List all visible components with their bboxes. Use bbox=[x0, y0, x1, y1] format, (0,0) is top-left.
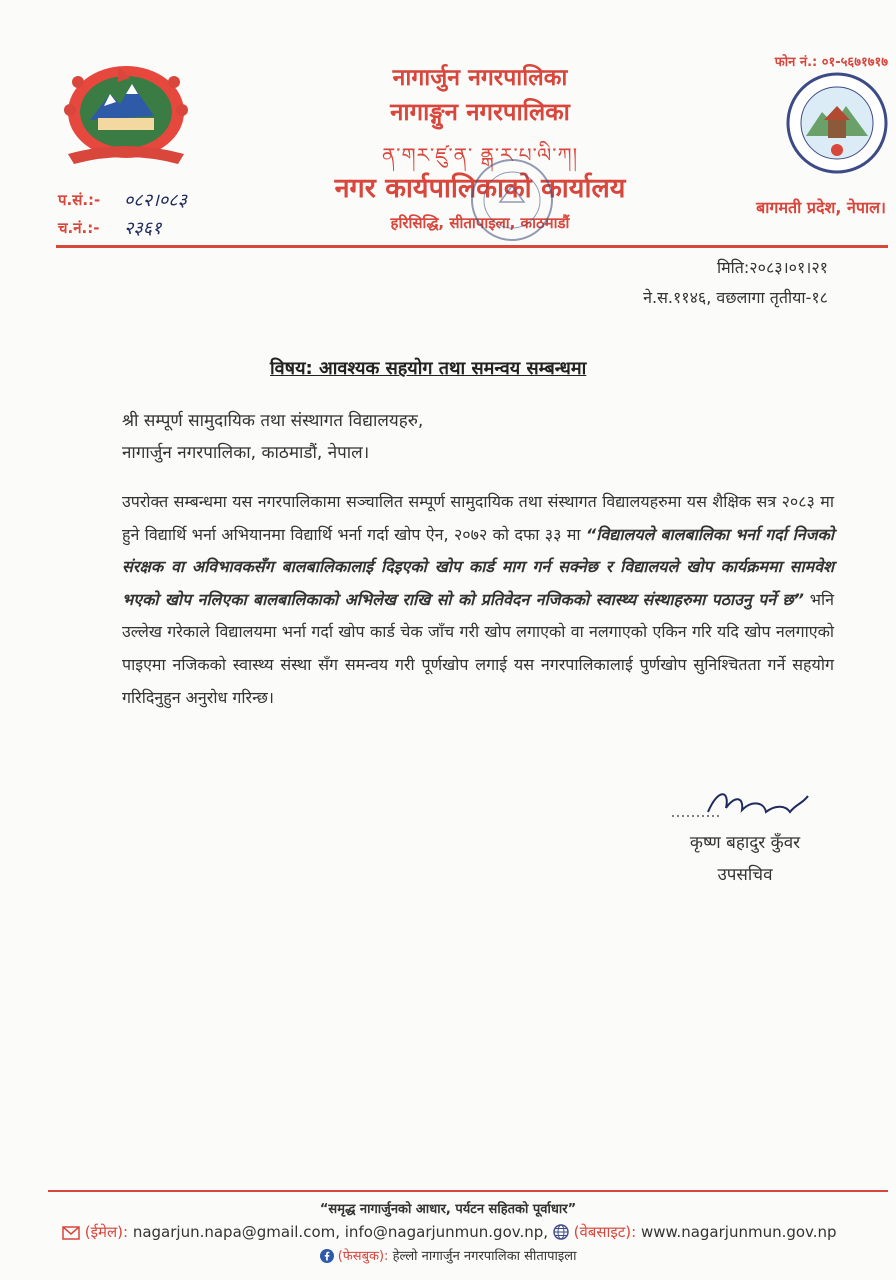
facebook-page[interactable]: हेल्लो नागार्जुन नगरपालिका सीतापाइला bbox=[392, 1249, 577, 1264]
ps-value: ०८२।०८३ bbox=[124, 190, 187, 211]
phone-number: फोन नं.: ०१-५६७१७१७ bbox=[774, 55, 888, 70]
cn-value: २३६१ bbox=[124, 218, 162, 239]
nepal-sambat-date: ने.स.११४६, वछलागा तृतीया-१८ bbox=[643, 288, 828, 307]
body-intro: उपरोक्त सम्बन्धमा यस नगरपालिकामा सञ्चालित सम्पूर्ण सामुदायिक तथा संस्थागत विद्यालयहरुमा यस शैक्षिक सत्र २०८३ मा हुने विद्यार्थि भर्ना अभियानमा विद्यार्थि भर्ना गर्दा खोप ऐन, २०७२ को दफा ३३ मा bbox=[122, 492, 834, 544]
facebook-icon bbox=[320, 1249, 334, 1263]
municipality-name-tibetan: ན་གར་ཛུ་ན་ ནྒ་ར་པ་ལི་ཀ། bbox=[381, 143, 579, 167]
nepal-emblem-logo bbox=[58, 58, 194, 174]
office-title: नगर कार्यपालिकाको कार्यालय bbox=[334, 173, 626, 204]
province-name: बागमती प्रदेश, नेपाल। bbox=[756, 198, 886, 217]
body-quote: “विद्यालयले बालबालिका भर्ना गर्दा निजको संरक्षक वा अविभावकसँग बालबालिकालाई दिइएको खोप कार्ड माग गर्न सक्नेछ र विद्यालयले खोप कार्यक्रममा सामवेश भएको खोप नलिएका बालबालिकाको अभिलेख राखि सो को प्रतिवेदन नजिकको स्वास्थ्य संस्थाहरुमा पठाउनु पर्ने छ” bbox=[122, 524, 834, 609]
letter-subject: विषय: आवश्यक सहयोग तथा समन्वय सम्बन्धमा bbox=[270, 358, 587, 379]
office-stamp bbox=[462, 142, 562, 272]
signatory-designation: उपसचिव bbox=[717, 865, 773, 885]
header-divider bbox=[56, 245, 888, 248]
email-label: (ईमेल): bbox=[84, 1223, 129, 1241]
date-line: मिति:२०८३।०१।२१ bbox=[716, 258, 828, 277]
email-addresses[interactable]: nagarjun.napa@gmail.com, info@nagarjunmun.gov.np, bbox=[132, 1223, 549, 1241]
signatory-name: कृष्ण बहादुर कुँवर bbox=[689, 833, 801, 853]
contact-line bbox=[62, 1222, 837, 1242]
letter-body bbox=[122, 486, 834, 714]
addressee-line-1: श्री सम्पूर्ण सामुदायिक तथा संस्थागत विद्यालयहरु, bbox=[122, 411, 424, 431]
office-address: हरिसिद्धि, सीतापाइला, काठमाडौं bbox=[390, 214, 570, 232]
body-outro: भनि उल्लेख गरेकाले विद्यालयमा भर्ना गर्दा खोप कार्ड चेक जाँच गरी खोप लगाएको वा नलगाएको एकिन गरि यदि खोप नलगाएको पाइएमा नजिकको स्वास्थ्य संस्था सँग समन्वय गरी पूर्णखोप लगाई यस नगरपालिकालाई पुर्णखोप सुनिश्चितता गर्ने सहयोग गरिदिनुहुन अनुरोध गरिन्छ। bbox=[122, 589, 835, 707]
municipality-logo bbox=[786, 72, 888, 174]
cn-label: च.नं.:- bbox=[58, 219, 100, 237]
footer-motto: “समृद्ध नागार्जुनको आधार, पर्यटन सहितको पूर्वाधार” bbox=[319, 1202, 577, 1217]
facebook-label: (फेसबुक): bbox=[337, 1249, 389, 1264]
signature bbox=[668, 782, 828, 826]
facebook-line bbox=[0, 1246, 896, 1264]
municipality-name-newari: नागाङ्गुन नगरपालिका bbox=[390, 98, 570, 126]
mail-icon bbox=[62, 1226, 80, 1240]
ps-label: प.सं.:- bbox=[58, 191, 101, 209]
globe-icon bbox=[553, 1224, 569, 1240]
website-url[interactable]: www.nagarjunmun.gov.np bbox=[641, 1223, 837, 1241]
addressee-line-2: नागार्जुन नगरपालिका, काठमाडौं, नेपाल। bbox=[122, 443, 370, 463]
website-label: (वेबसाइट): bbox=[573, 1223, 637, 1241]
municipality-name-nepali: नागार्जुन नगरपालिका bbox=[392, 65, 568, 91]
footer-divider bbox=[48, 1190, 888, 1192]
